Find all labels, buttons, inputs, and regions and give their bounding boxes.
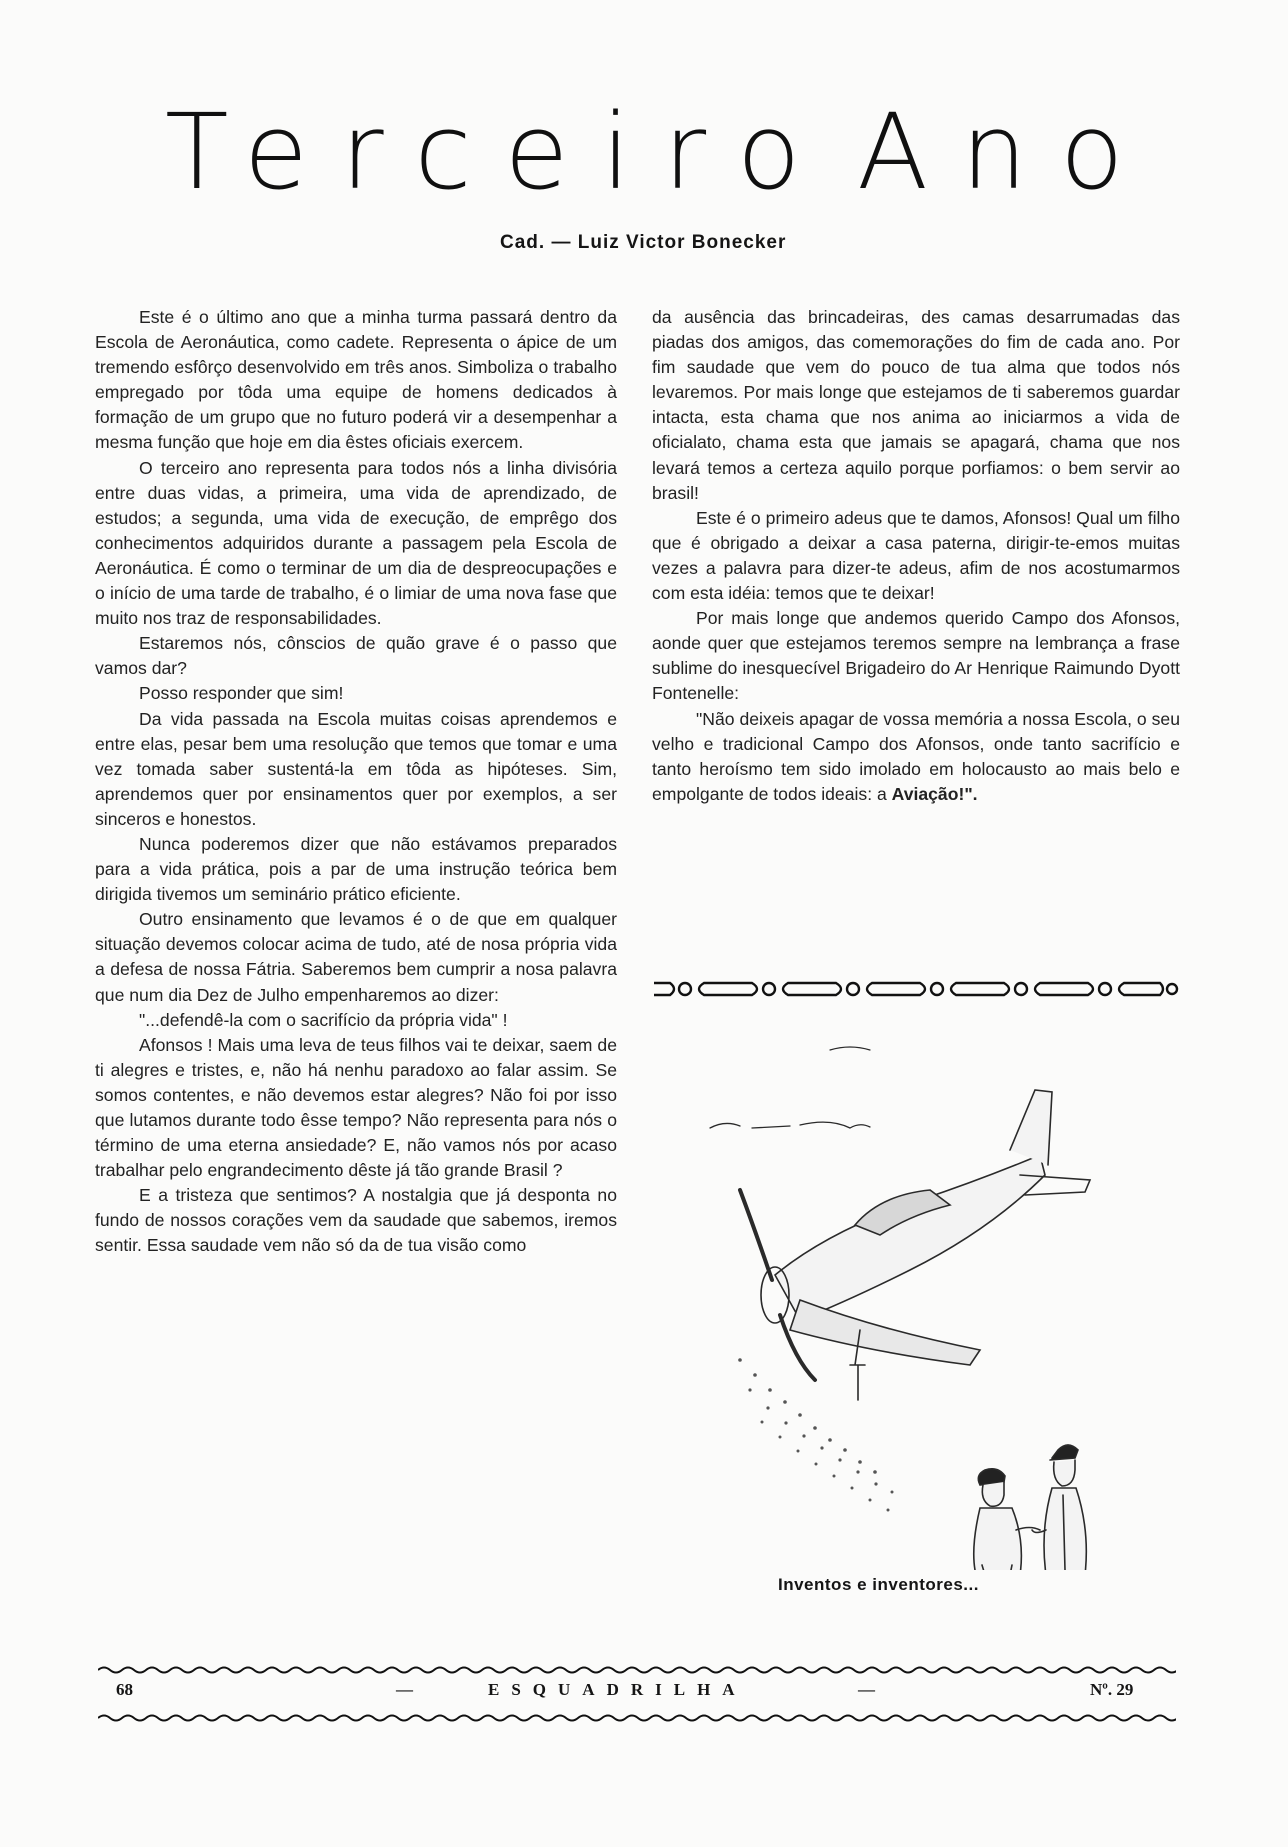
paragraph: Da vida passada na Escola muitas coisas aprendemos e entre elas, pesar bem uma resolução que temos que tomar e uma vez tomada saber sustentá-la em tôda as hipóteses. Sim, aprendemos quer por ensinamentos quer por exemplos, a ser sinceros e honestos. — [95, 708, 617, 829]
author-byline: Cad. — Luiz Victor Bonecker — [500, 232, 787, 253]
footer-dash: — — [858, 1680, 875, 1699]
wavy-rule-top — [98, 1664, 1176, 1676]
airplane-cartoon-illustration — [680, 1030, 1180, 1570]
quotation-emphasis: Aviação!". — [891, 783, 978, 804]
paragraph: Afonsos ! Mais uma leva de teus filhos vai te deixar, saem de ti alegres e tristes, e, não há nenhu paradoxo ao falar assim. Se somos contentes, e não devemos estar alegres? Não foi por isso que lutamos durante todo êsse tempo? Não representa para nós o término de uma eterna ansiedade? E, não vamos nós por acaso trabalhar pelo engrandecimento dêste já tão grande Brasil ? — [95, 1034, 617, 1181]
paragraph: O terceiro ano representa para todos nós a linha divisória entre duas vidas, a primeira, uma vida de aprendizado, de estudos; a segunda, uma vida de execução, de emprêgo dos conhecimentos adquiridos durante a passagem pela Escola de Aeronáutica. É como o terminar de um dia de despreocupações e o início de uma tarde de trabalho, é o limiar de uma nova fase que muito nos traz de responsabilidades. — [95, 457, 617, 629]
chain-ornament — [652, 978, 1180, 1000]
quotation-text: "Não deixeis apagar de vossa memória a nossa Escola, o seu velho e tradicional Campo dos Afonsos, onde tanto sacrifício e tanto heroísmo tem sido imolado em holocausto ao mais belo e empolgante de todos ideais: a — [652, 708, 1180, 804]
paragraph: Por mais longe que andemos querido Campo dos Afonsos, aonde quer que estejamos teremos sempre na lembrança a frase sublime do inesquecível Brigadeiro do Ar Henrique Raimundo Dyott Fontenelle: — [652, 608, 1180, 704]
page-footer — [98, 1680, 1176, 1706]
paragraph: Outro ensinamento que levamos é o de que em qualquer situação devemos colocar acima de tudo, até de nosa própria vida a defesa de nossa Fátria. Saberemos bem cumprir a nosa palavra que num dia Dez de Julho empenharemos ao dizer: — [95, 909, 617, 1005]
paragraph: E a tristeza que sentimos? A nostalgia que já desponta no fundo de nossos corações vem da saudade que sabemos, iremos sentir. Essa saudade vem não só da de tua visão como — [95, 1185, 617, 1256]
paragraph: "...defendê-la com o sacrifício da própria vida" ! — [139, 1009, 508, 1030]
paragraph: Este é o primeiro adeus que te damos, Afonsos! Qual um filho que é obrigado a deixar a casa paterna, dirigir-te-emos muitas vezes a palavra para dizer-te adeus, afim de nos acostumarmos com esta idéia: temos que te deixar! — [652, 507, 1180, 604]
left-column — [95, 305, 617, 1259]
title-word-terceiro: Terceiro — [165, 91, 834, 213]
page-number: 68 — [116, 1680, 133, 1699]
paragraph: Posso responder que sim! — [139, 683, 344, 704]
paragraph: Nunca poderemos dizer que não estávamos preparados para a vida prática, pois a par de uma instrução teórica bem dirigida tivemos um seminário prático eficiente. — [95, 833, 617, 905]
right-column — [652, 305, 1180, 807]
quotation — [652, 707, 1180, 807]
title-word-ano: Ano — [857, 91, 1157, 213]
issue-number: Nº. 29 — [1090, 1680, 1134, 1699]
wavy-rule-bottom — [98, 1712, 1176, 1724]
paragraph: Estaremos nós, cônscios de quão grave é o passo que vamos dar? — [95, 633, 617, 679]
article-title — [165, 91, 1157, 213]
paragraph: Este é o último ano que a minha turma passará dentro da Escola de Aeronáutica, como cadete. Representa o ápice de um tremendo esfôrço desenvolvido em três anos. Simboliza o trabalho empregado por tôda uma equipe de homens dedicados à formação de um grupo que no futuro poderá vir a desempenhar a mesma função que hoje em dia êstes oficiais exercem. — [95, 307, 617, 453]
cartoon-caption: Inventos e inventores... — [778, 1575, 979, 1594]
magazine-name: ESQUADRILHA — [488, 1680, 747, 1699]
footer-dash: — — [396, 1680, 413, 1699]
paragraph-continuation: da ausência das brincadeiras, des camas desarrumadas das piadas dos amigos, das comemorações do fim de cada ano. Por fim saudade que vem do pouco de tua alma que todos nós levaremos. Por mais longe que estejamos de ti saberemos guardar intacta, esta chama que nos anima ao iniciarmos a vida de oficialato, chama esta que jamais se apagará, chama que nos levará temos a certeza aquilo porque porfiamos: o bem servir ao brasil! — [652, 307, 1180, 503]
